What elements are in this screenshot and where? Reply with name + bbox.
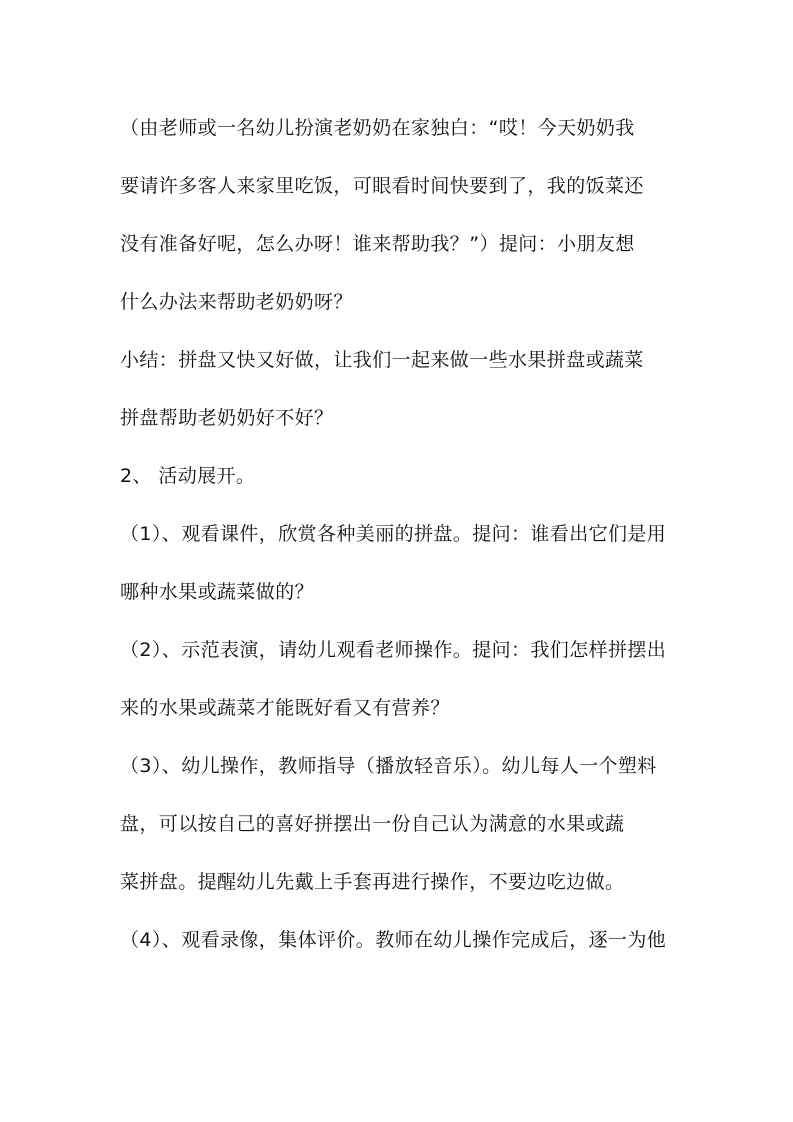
text-line-15: （4）、观看录像，集体评价。教师在幼儿操作完成后，逐一为他 — [120, 929, 667, 951]
text-line-8: （1）、观看课件，欣赏各种美丽的拼盘。提问：谁看出它们是用 — [120, 523, 667, 545]
text-line-6: 拼盘帮助老奶奶好不好？ — [120, 407, 334, 429]
text-line-5: 小结：拼盘又快又好做，让我们一起来做一些水果拼盘或蔬菜 — [120, 349, 644, 371]
text-line-1: （由老师或一名幼儿扮演老奶奶在家独白：“哎！今天奶奶我 — [120, 117, 635, 139]
text-line-3: 没有准备好呢，怎么办呀！谁来帮助我？”）提问：小朋友想 — [120, 233, 635, 255]
text-line-10: （2）、示范表演，请幼儿观看老师操作。提问：我们怎样拼摆出 — [120, 639, 667, 661]
text-line-2: 要请许多客人来家里吃饭，可眼看时间快要到了，我的饭菜还 — [120, 175, 644, 197]
text-line-13: 盘，可以按自己的喜好拼摆出一份自己认为满意的水果或蔬 — [120, 813, 625, 835]
text-line-14: 菜拼盘。提醒幼儿先戴上手套再进行操作，不要边吃边做。 — [120, 871, 625, 893]
section-heading: 2、 活动展开。 — [120, 465, 256, 487]
text-line-9: 哪种水果或蔬菜做的？ — [120, 581, 315, 603]
text-line-11: 来的水果或蔬菜才能既好看又有营养？ — [120, 697, 450, 719]
text-line-4: 什么办法来帮助老奶奶呀？ — [120, 291, 353, 313]
text-line-12: （3）、幼儿操作，教师指导（播放轻音乐）。幼儿每人一个塑料 — [120, 755, 657, 777]
